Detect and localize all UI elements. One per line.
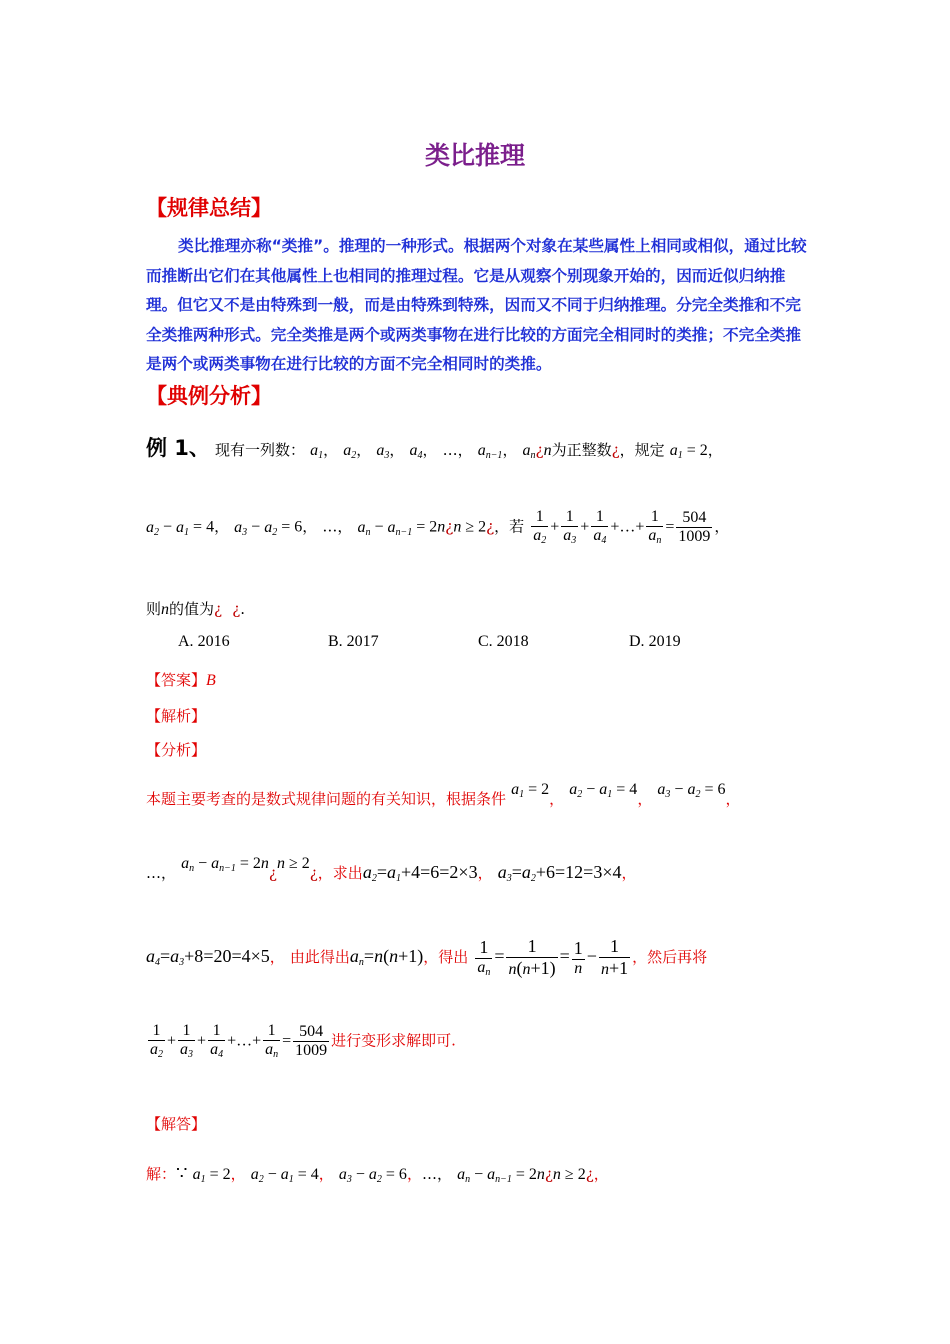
dots: …，: [442, 441, 473, 459]
garbled-char: ¿: [486, 517, 495, 536]
frac-1-n: $\frac{1}{n}$: [573, 937, 583, 977]
math-a1-eq: $a_1$: [669, 442, 683, 461]
garbled-char: ¿: [535, 441, 544, 459]
if-text: ，若: [494, 517, 525, 536]
value-text: 的值为: [169, 600, 215, 618]
option-c[interactable]: C. 2018: [478, 633, 529, 650]
solution-line: 解：∵ $a_1 = 2$， $a_2 - a_1 = 4$， $a_3 - a_2 = 6$，…， $a_n - a_{n-1}$ = 2n¿n ≥ 2¿，: [146, 1163, 609, 1185]
frac-1-a3-b: $\frac{1}{a_3}$: [180, 1022, 194, 1060]
frac-1-a4-b: $\frac{1}{a_4}$: [210, 1022, 224, 1060]
garbled-char: ¿: [611, 441, 620, 459]
frac-504-1009: $\frac{504}{1009}$: [678, 508, 711, 545]
frac-1-nn1: $\frac{1}{n(n+1)}$: [508, 936, 556, 978]
value-d32: 6: [294, 518, 303, 536]
frac-1-an-b: $\frac{1}{a_n}$: [477, 937, 491, 978]
sep: ，: [356, 441, 372, 459]
example-line-2: $a_2 - a_1 = 4$， $a_3 - a_2 = 6$， …， $a_n - a_{n-1}$ = 2n¿n ≥ 2¿，若 $\frac{1}{a_2}$ + $\frac{1}{a_3}$ + $\frac{1}{a_4}$ +…+ $\frac{1}{a_n}$ = $\frac{504}{1009}$ ，: [146, 508, 730, 546]
math-a3: $a_3$: [376, 442, 390, 461]
answer-value: B: [206, 672, 216, 689]
positive-int: 为正整数: [551, 441, 612, 459]
frac-1-n1: $\frac{1}{n+1}$: [600, 936, 629, 978]
analysis-line-2: …， $a_n - a_{n-1}$ = 2n¿n ≥ 2¿，求出$a_2=a_1+4=6=2\times 3$， $a_3=a_2+6=12=3\times 4$，: [146, 855, 637, 884]
answer-line: [146, 669, 216, 690]
sep: ，: [389, 441, 405, 459]
math-diff-32: $a_3$: [234, 518, 248, 538]
frac-1-an: $\frac{1}{a_n}$: [648, 508, 662, 546]
fenxi-youci: 由此得出: [289, 948, 350, 966]
analysis-tag: 【解析】: [146, 707, 207, 725]
section-heading-examples: 【典例分析】: [146, 384, 272, 408]
sep: ，: [323, 441, 339, 459]
garbled-char: ¿: [544, 1165, 553, 1183]
fenxi-end: 进行变形求解即可.: [331, 1031, 456, 1050]
garbled-char: ¿: [268, 864, 277, 882]
section-heading-summary: 【规律总结】: [146, 196, 272, 220]
frac-1-a4: $\frac{1}{a_4}$: [593, 508, 607, 546]
analysis-line-4: $\frac{1}{a_2}$ + $\frac{1}{a_3}$ + $\frac{1}{a_4}$ +…+ $\frac{1}{a_n}$ = $\frac{504}{1009}$ 进行变形求解即可.: [150, 1022, 456, 1060]
sep: ，: [422, 441, 438, 459]
answer-tag: 【答案】: [146, 671, 207, 689]
dots: …，: [322, 517, 353, 536]
math-an-1: $a_{n-1}$: [477, 442, 503, 461]
value-a1: 2: [699, 442, 708, 459]
analysis-line-3: $a_4=a_3+8=20=4\times 5$， 由此得出$a_n=n(n+1)$，得出 $\frac{1}{a_n}$ = $\frac{1}{n(n+1)}$ = $\frac{1}{n}$ − $\frac{1}{n+1}$ ，然后再将: [146, 936, 708, 978]
option-a[interactable]: A. 2016: [178, 633, 230, 650]
sep: ，: [502, 441, 518, 459]
math-a1: $a_1$: [310, 442, 324, 461]
summary-paragraph: [146, 232, 812, 380]
example-line-1: 例 1、 现有一列数： $a_1$， $a_2$， $a_3$， $a_4$， …， $a_{n-1}$， $a_n¿n$为正整数¿，规定 $a_1 = 2$，: [146, 436, 723, 461]
value-d21: 4: [206, 518, 215, 536]
fenxi-text-1: 本题主要考查的是数式规律问题的有关知识，根据条件: [146, 790, 507, 808]
math-diff-21: $a_2$: [146, 518, 159, 538]
frac-1-an-c: $\frac{1}{a_n}$: [265, 1022, 279, 1060]
period: .: [240, 600, 246, 618]
garbled-char: ¿: [309, 864, 318, 882]
math-a4: $a_4$: [409, 442, 423, 461]
math-diff-n: $a_n$: [357, 518, 371, 538]
option-b[interactable]: B. 2017: [328, 633, 379, 650]
garbled-char: ¿: [232, 600, 241, 618]
example-label: 例 1、: [146, 436, 210, 460]
rule-text: ，规定: [619, 441, 665, 459]
eq-a4: =20=4×5: [203, 946, 270, 966]
frac-1-a2-b: $\frac{1}{a_2}$: [150, 1022, 163, 1060]
eq-a3: =12=3×4: [555, 862, 622, 882]
page-title: 类比推理: [424, 141, 525, 170]
frac-504-1009-b: $\frac{504}{1009}$: [295, 1022, 328, 1059]
garbled-char: ¿: [214, 600, 223, 618]
option-d[interactable]: D. 2019: [629, 633, 681, 650]
jieda-tag: 【解答】: [146, 1115, 207, 1133]
frac-1-a3: $\frac{1}{a_3}$: [563, 508, 577, 546]
fenxi-dechu: ，得出: [423, 948, 469, 966]
example-intro: 现有一列数：: [215, 441, 306, 459]
frac-1-a2: $\frac{1}{a_2}$: [533, 508, 547, 546]
jie-text: 解：: [146, 1165, 177, 1183]
example-line-3: 则n的值为¿ ¿.: [146, 600, 246, 618]
eq-a2: =2×3: [439, 862, 478, 882]
because-symbol: ∵: [176, 1163, 188, 1183]
summary-text: 类比推理亦称“类推”。推理的一种形式。根据两个对象在某些属性上相同或相似，通过比较而推断出它们在其他属性上也相同的推理过程。它是从观察个别现象开始的，因而近似归纳推理。但它又不是由特殊到一般，而是由特殊到特殊，因而又不同于归纳推理。分完全类推和不完全类推两种形式。完全类推是两个或两类事物在进行比较的方面完全相同时的类推；不完全类推是两个或两类事物在进行比较的方面不完全相同时的类推。: [146, 237, 807, 373]
garbled-char: ¿: [445, 517, 454, 536]
math-a2: $a_2$: [343, 442, 357, 461]
math-an: $a_n$: [522, 442, 536, 461]
fenxi-qiu: ，求出: [317, 864, 363, 882]
fenxi-tag: 【分析】: [146, 741, 207, 759]
analysis-line-1: 本题主要考查的是数式规律问题的有关知识，根据条件 $a_1 = 2$， $a_2 - a_1 = 4$， $a_3 - a_2 = 6$，: [146, 781, 741, 808]
garbled-char: ¿: [585, 1165, 594, 1183]
then-text: 则: [146, 600, 162, 618]
math-n: n: [543, 442, 552, 459]
fenxi-then: ，然后再将: [632, 948, 708, 966]
